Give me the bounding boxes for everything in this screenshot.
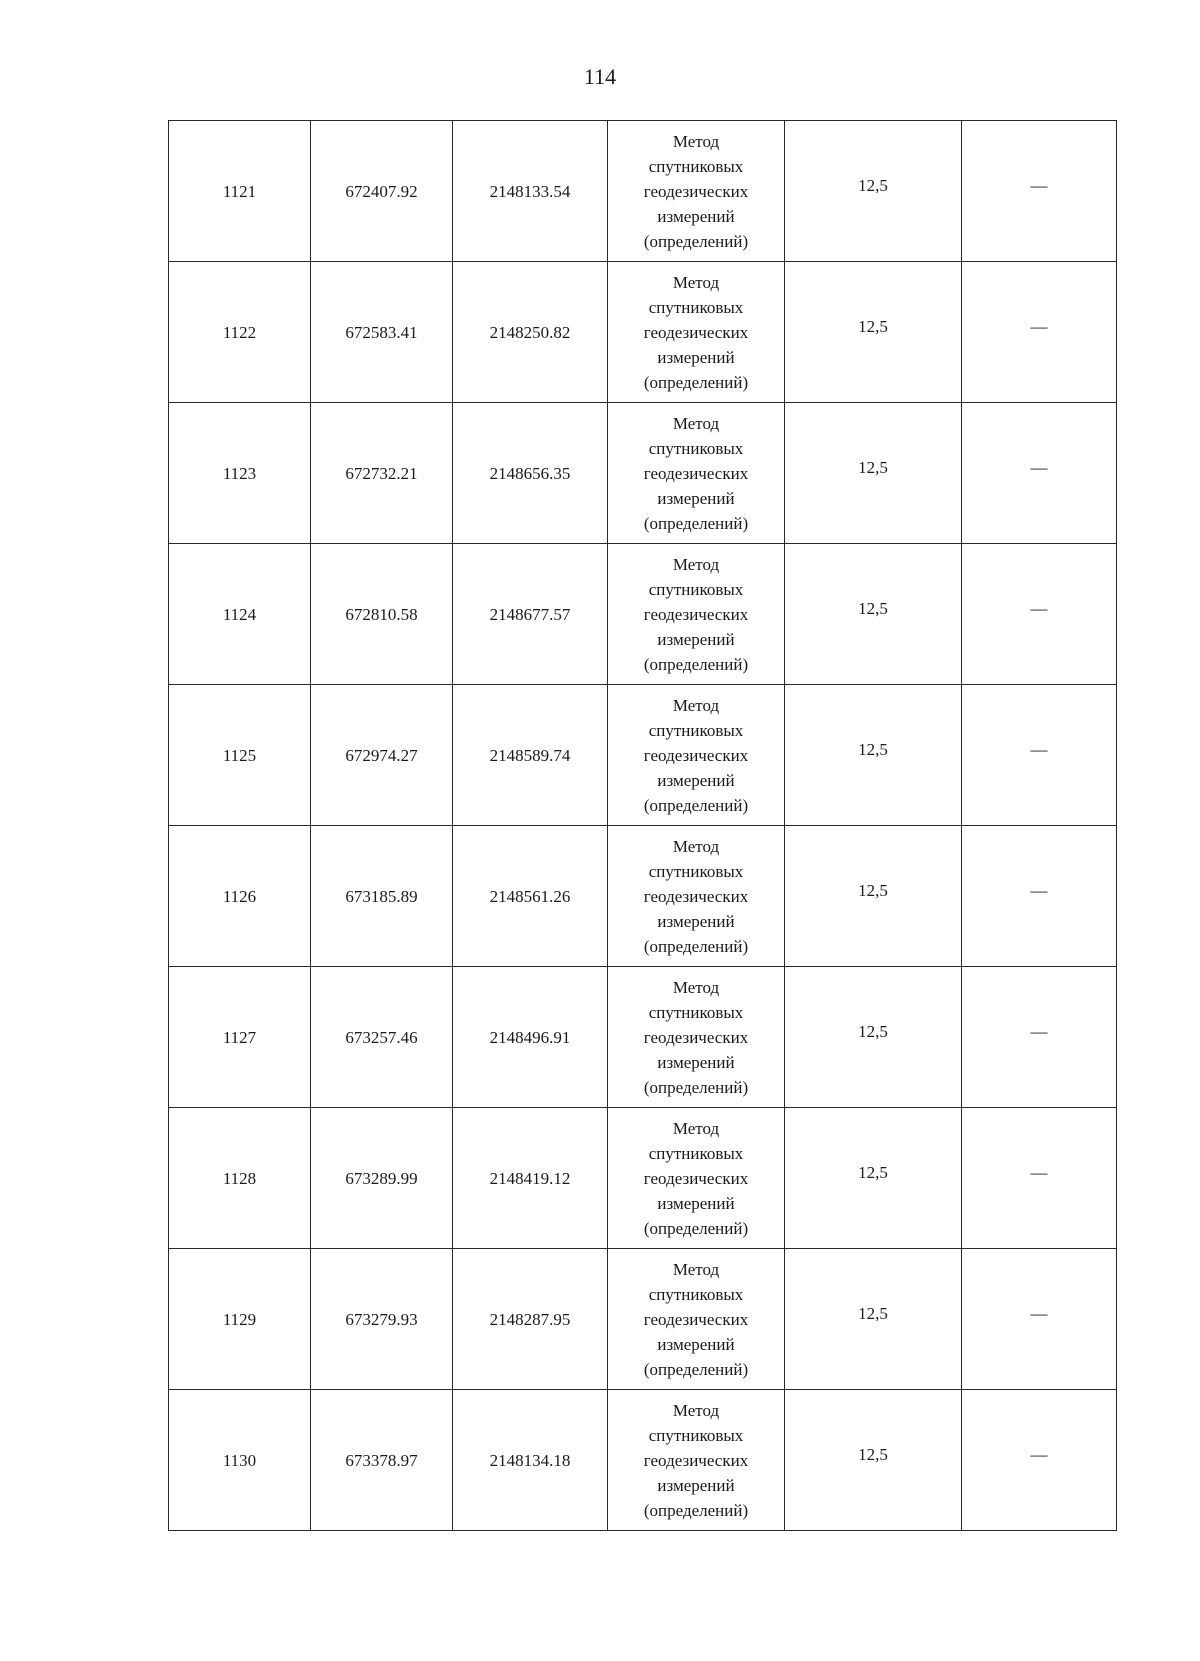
method-line: (определений) <box>643 1359 749 1379</box>
accuracy-value: 12,5 <box>858 1021 888 1041</box>
method-line: геодезических <box>643 463 749 483</box>
accuracy-cell <box>785 967 962 1108</box>
accuracy-value: 12,5 <box>858 880 888 900</box>
y-coordinate-cell: 2148250.82 <box>453 262 608 403</box>
x-coordinate-cell: 673378.97 <box>311 1390 453 1531</box>
accuracy-value: 12,5 <box>858 457 888 477</box>
method-line: измерений <box>657 629 735 649</box>
coordinates-table <box>168 120 1117 1531</box>
method-line: измерений <box>657 206 735 226</box>
method-line: геодезических <box>643 322 749 342</box>
extra-cell <box>962 685 1117 826</box>
point-number-cell: 1123 <box>169 403 311 544</box>
y-coordinate-cell: 2148561.26 <box>453 826 608 967</box>
method-line: Метод <box>672 977 720 997</box>
method-line: спутниковых <box>648 1002 744 1022</box>
extra-cell <box>962 121 1117 262</box>
x-coordinate-cell: 673257.46 <box>311 967 453 1108</box>
method-cell <box>608 121 785 262</box>
accuracy-value: 12,5 <box>858 1162 888 1182</box>
method-line: геодезических <box>643 1168 749 1188</box>
x-coordinate-cell: 672583.41 <box>311 262 453 403</box>
dash-value: — <box>1030 598 1048 618</box>
point-number-cell: 1130 <box>169 1390 311 1531</box>
table-row <box>169 685 1117 826</box>
page-number: 114 <box>583 64 617 89</box>
table-row <box>169 1390 1117 1531</box>
table-row <box>169 967 1117 1108</box>
method-cell <box>608 1249 785 1390</box>
method-line: Метод <box>672 1259 720 1279</box>
x-coordinate-cell: 672407.92 <box>311 121 453 262</box>
method-line: измерений <box>657 347 735 367</box>
method-line: измерений <box>657 770 735 790</box>
y-coordinate-cell: 2148287.95 <box>453 1249 608 1390</box>
x-coordinate-cell: 672974.27 <box>311 685 453 826</box>
method-line: спутниковых <box>648 720 744 740</box>
method-line: измерений <box>657 488 735 508</box>
y-coordinate-cell: 2148496.91 <box>453 967 608 1108</box>
method-line: спутниковых <box>648 156 744 176</box>
method-cell <box>608 544 785 685</box>
extra-cell <box>962 262 1117 403</box>
accuracy-cell <box>785 1249 962 1390</box>
y-coordinate-cell: 2148677.57 <box>453 544 608 685</box>
dash-value: — <box>1030 880 1048 900</box>
method-line: спутниковых <box>648 861 744 881</box>
method-cell <box>608 1108 785 1249</box>
extra-cell <box>962 1390 1117 1531</box>
method-cell <box>608 262 785 403</box>
method-line: измерений <box>657 1475 735 1495</box>
accuracy-cell <box>785 544 962 685</box>
dash-value: — <box>1030 1444 1048 1464</box>
extra-cell <box>962 403 1117 544</box>
method-line: (определений) <box>643 654 749 674</box>
method-cell <box>608 967 785 1108</box>
point-number-cell: 1122 <box>169 262 311 403</box>
dash-value: — <box>1030 316 1048 336</box>
method-line: спутниковых <box>648 1425 744 1445</box>
method-line: спутниковых <box>648 1284 744 1304</box>
method-line: (определений) <box>643 513 749 533</box>
x-coordinate-cell: 673289.99 <box>311 1108 453 1249</box>
accuracy-value: 12,5 <box>858 739 888 759</box>
accuracy-cell <box>785 403 962 544</box>
table-row <box>169 262 1117 403</box>
point-number-cell: 1125 <box>169 685 311 826</box>
accuracy-cell <box>785 1390 962 1531</box>
x-coordinate-cell: 672810.58 <box>311 544 453 685</box>
method-line: Метод <box>672 1118 720 1138</box>
accuracy-value: 12,5 <box>858 598 888 618</box>
method-line: геодезических <box>643 1309 749 1329</box>
table-row <box>169 403 1117 544</box>
method-line: спутниковых <box>648 579 744 599</box>
method-line: (определений) <box>643 231 749 251</box>
method-line: измерений <box>657 1334 735 1354</box>
extra-cell <box>962 1108 1117 1249</box>
method-line: Метод <box>672 554 720 574</box>
method-line: спутниковых <box>648 297 744 317</box>
method-line: Метод <box>672 272 720 292</box>
method-line: геодезических <box>643 1027 749 1047</box>
method-line: измерений <box>657 1193 735 1213</box>
point-number-cell: 1128 <box>169 1108 311 1249</box>
method-line: геодезических <box>643 886 749 906</box>
method-line: геодезических <box>643 745 749 765</box>
table-row <box>169 544 1117 685</box>
method-line: Метод <box>672 131 720 151</box>
method-line: Метод <box>672 836 720 856</box>
x-coordinate-cell: 672732.21 <box>311 403 453 544</box>
y-coordinate-cell: 2148419.12 <box>453 1108 608 1249</box>
accuracy-value: 12,5 <box>858 1444 888 1464</box>
point-number-cell: 1129 <box>169 1249 311 1390</box>
method-line: (определений) <box>643 936 749 956</box>
accuracy-cell <box>785 1108 962 1249</box>
method-line: Метод <box>672 695 720 715</box>
method-line: Метод <box>672 1400 720 1420</box>
point-number-cell: 1127 <box>169 967 311 1108</box>
accuracy-cell <box>785 826 962 967</box>
method-cell <box>608 685 785 826</box>
method-line: спутниковых <box>648 438 744 458</box>
y-coordinate-cell: 2148134.18 <box>453 1390 608 1531</box>
accuracy-value: 12,5 <box>858 175 888 195</box>
dash-value: — <box>1030 739 1048 759</box>
x-coordinate-cell: 673279.93 <box>311 1249 453 1390</box>
method-cell <box>608 1390 785 1531</box>
accuracy-value: 12,5 <box>858 1303 888 1323</box>
method-line: Метод <box>672 413 720 433</box>
dash-value: — <box>1030 1303 1048 1323</box>
method-line: измерений <box>657 911 735 931</box>
method-line: геодезических <box>643 181 749 201</box>
method-line: геодезических <box>643 1450 749 1470</box>
method-line: (определений) <box>643 795 749 815</box>
accuracy-value: 12,5 <box>858 316 888 336</box>
table-row <box>169 121 1117 262</box>
extra-cell <box>962 544 1117 685</box>
method-line: (определений) <box>643 1077 749 1097</box>
accuracy-cell <box>785 121 962 262</box>
x-coordinate-cell: 673185.89 <box>311 826 453 967</box>
accuracy-cell <box>785 262 962 403</box>
method-line: геодезических <box>643 604 749 624</box>
extra-cell <box>962 967 1117 1108</box>
method-line: (определений) <box>643 372 749 392</box>
extra-cell <box>962 826 1117 967</box>
point-number-cell: 1124 <box>169 544 311 685</box>
dash-value: — <box>1030 1162 1048 1182</box>
dash-value: — <box>1030 1021 1048 1041</box>
dash-value: — <box>1030 175 1048 195</box>
method-cell <box>608 403 785 544</box>
method-cell <box>608 826 785 967</box>
table-row <box>169 826 1117 967</box>
method-line: измерений <box>657 1052 735 1072</box>
method-line: (определений) <box>643 1218 749 1238</box>
table-row <box>169 1108 1117 1249</box>
point-number-cell: 1126 <box>169 826 311 967</box>
method-line: (определений) <box>643 1500 749 1520</box>
point-number-cell: 1121 <box>169 121 311 262</box>
method-line: спутниковых <box>648 1143 744 1163</box>
dash-value: — <box>1030 457 1048 477</box>
accuracy-cell <box>785 685 962 826</box>
y-coordinate-cell: 2148589.74 <box>453 685 608 826</box>
y-coordinate-cell: 2148656.35 <box>453 403 608 544</box>
table-row <box>169 1249 1117 1390</box>
y-coordinate-cell: 2148133.54 <box>453 121 608 262</box>
table-body <box>169 121 1117 1531</box>
extra-cell <box>962 1249 1117 1390</box>
